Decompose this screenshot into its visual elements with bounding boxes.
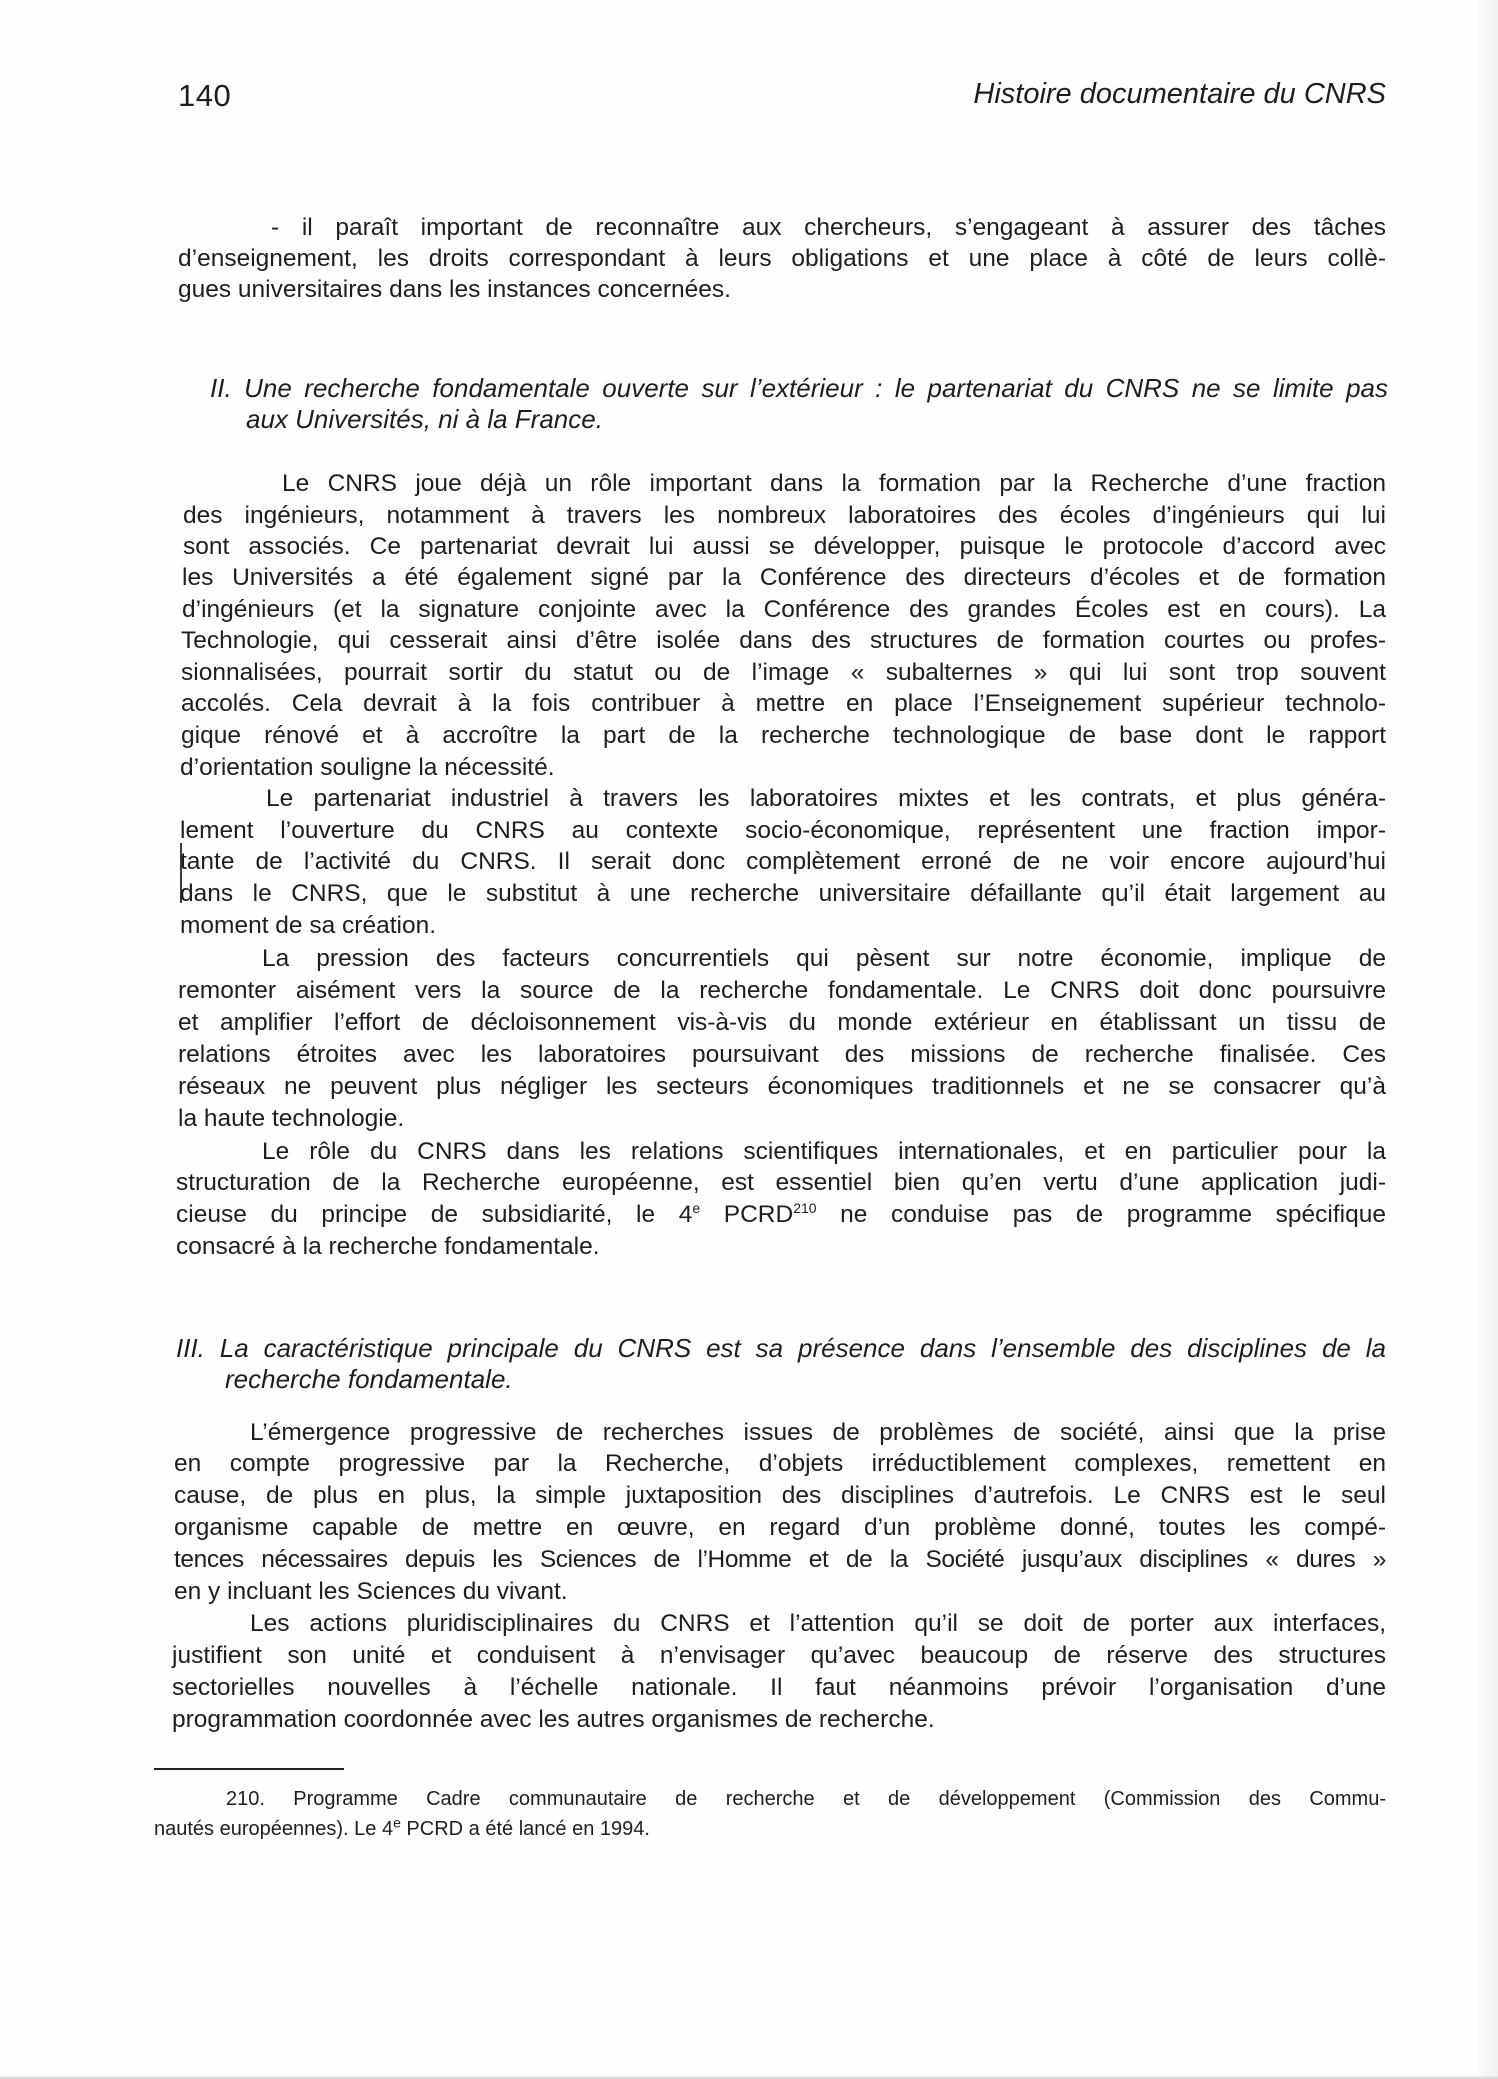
page-number: 140 (178, 78, 232, 113)
paragraph-line: en y incluant les Sciences du vivant. (174, 1578, 568, 1605)
paragraph-line: Le partenariat industriel à travers les laboratoires mixtes et les contrats, et plus généra- (266, 785, 1386, 812)
paragraph-line: lement l’ouverture du CNRS au contexte socio-économique, représentent une fraction impor- (180, 817, 1386, 844)
paragraph-line: des ingénieurs, notamment à travers les nombreux laboratoires des écoles d’ingénieurs qui lui (183, 502, 1386, 529)
footnote-separator (154, 1768, 344, 1770)
paragraph-line: d’orientation souligne la nécessité. (180, 754, 555, 781)
running-head (178, 78, 1386, 118)
footnote-210-continued: nautés européennes). Le 4e PCRD a été lancé en 1994. (154, 1814, 650, 1840)
paragraph-line: gique rénové et à accroître la part de la recherche technologique de base dont le rapport (181, 722, 1386, 749)
paragraph-line: cause, de plus en plus, la simple juxtaposition des disciplines d’autrefois. Le CNRS est le seul (174, 1482, 1386, 1509)
paragraph-line-with-footnote-ref: cieuse du principe de subsidiarité, le 4e PCRD$^{210}$ ne conduise pas de programme spécifique (176, 1199, 1386, 1228)
paragraph-line: Le CNRS joue déjà un rôle important dans la formation par la Recherche d’une fraction (282, 470, 1386, 497)
paragraph-line: les Universités a été également signé par la Conférence des directeurs d’écoles et de formation (182, 564, 1386, 591)
page-edge-shadow (1476, 0, 1498, 2079)
section-2-heading: aux Universités, ni à la France. (246, 404, 603, 434)
footnote-number: 210. (226, 1788, 265, 1810)
paragraph-line: réseaux ne peuvent plus négliger les secteurs économiques traditionnels et ne se consacrer qu’à (178, 1073, 1386, 1100)
paragraph-line: Technologie, qui cesserait ainsi d’être isolée dans des structures de formation courtes ou profes- (181, 627, 1386, 654)
paragraph-line: et amplifier l’effort de décloisonnement vis-à-vis du monde extérieur en établissant un tissu de (178, 1009, 1386, 1036)
section-3-heading: III. La caractéristique principale du CNRS est sa présence dans l’ensemble des disciplines de la (176, 1333, 1386, 1363)
paragraph-line: L’émergence progressive de recherches issues de problèmes de société, ainsi que la prise (250, 1419, 1386, 1446)
paragraph-line: en compte progressive par la Recherche, d’objets irréductiblement complexes, remettent en (174, 1450, 1386, 1477)
paragraph-line: justifient son unité et conduisent à n’envisager qu’avec beaucoup de réserve des structures (172, 1642, 1386, 1669)
paragraph-line: sont associés. Ce partenariat devrait lui aussi se développer, puisque le protocole d’accord avec (183, 533, 1386, 560)
paragraph-line: La pression des facteurs concurrentiels qui pèsent sur notre économie, implique de (262, 945, 1386, 972)
paragraph-line: d’ingénieurs (et la signature conjointe avec la Conférence des grandes Écoles est en cours). La (182, 596, 1386, 623)
page-bottom-edge (0, 2075, 1498, 2079)
paragraph-line: structuration de la Recherche européenne, est essentiel bien qu’en vertu d’une application judi- (176, 1169, 1386, 1196)
paragraph-line: consacré à la recherche fondamentale. (176, 1233, 600, 1260)
paragraph-line: dans le CNRS, que le substitut à une recherche universitaire défaillante qu’il était largement au (180, 880, 1386, 907)
paragraph-line: moment de sa création. (180, 912, 437, 939)
paragraph-line: tences nécessaires depuis les Sciences de l’Homme et de la Société jusqu’aux disciplines « dures » (174, 1546, 1386, 1573)
footnote-210: 210. Programme Cadre communautaire de recherche et de développement (Commission des Commu- (226, 1788, 1387, 1810)
paragraph-line: la haute technologie. (178, 1105, 405, 1132)
paragraph-line: remonter aisément vers la source de la recherche fondamentale. Le CNRS doit donc poursuivre (178, 977, 1386, 1004)
paragraph-line: Les actions pluridisciplinaires du CNRS et l’attention qu’il se doit de porter aux interfaces, (250, 1610, 1386, 1637)
paragraph-line: tante de l’activité du CNRS. Il serait donc complètement erroné de ne voir encore aujourd’hui (180, 848, 1386, 875)
section-3-heading: recherche fondamentale. (225, 1364, 513, 1394)
paragraph-line: accolés. Cela devrait à la fois contribuer à mettre en place l’Enseignement supérieur technolo- (181, 690, 1386, 717)
paragraph-line: sectorielles nouvelles à l’échelle nationale. Il faut néanmoins prévoir l’organisation d’une (172, 1674, 1386, 1701)
intro-line: d’enseignement, les droits correspondant à leurs obligations et une place à côté de leurs collè- (178, 245, 1386, 272)
paragraph-line: Le rôle du CNRS dans les relations scientifiques internationales, et en particulier pour la (262, 1138, 1386, 1165)
paragraph-line: sionnalisées, pourrait sortir du statut ou de l’image « subalternes » qui lui sont trop souvent (181, 659, 1386, 686)
paragraph-line: relations étroites avec les laboratoires poursuivant des missions de recherche finalisée. Ces (178, 1041, 1386, 1068)
footnote-reference-210[interactable]: 210 (793, 1199, 817, 1216)
paragraph-line: programmation coordonnée avec les autres organismes de recherche. (172, 1706, 935, 1733)
intro-line: gues universitaires dans les instances concernées. (178, 276, 731, 303)
running-title: Histoire documentaire du CNRS (973, 78, 1386, 110)
paragraph-line: organisme capable de mettre en œuvre, en regard d’un problème donné, toutes les compé- (174, 1514, 1386, 1541)
section-2-heading: II. Une recherche fondamentale ouverte sur l’extérieur : le partenariat du CNRS ne se limite pas (210, 373, 1388, 403)
intro-line: - il paraît important de reconnaître aux chercheurs, s’engageant à assurer des tâches (271, 214, 1386, 241)
